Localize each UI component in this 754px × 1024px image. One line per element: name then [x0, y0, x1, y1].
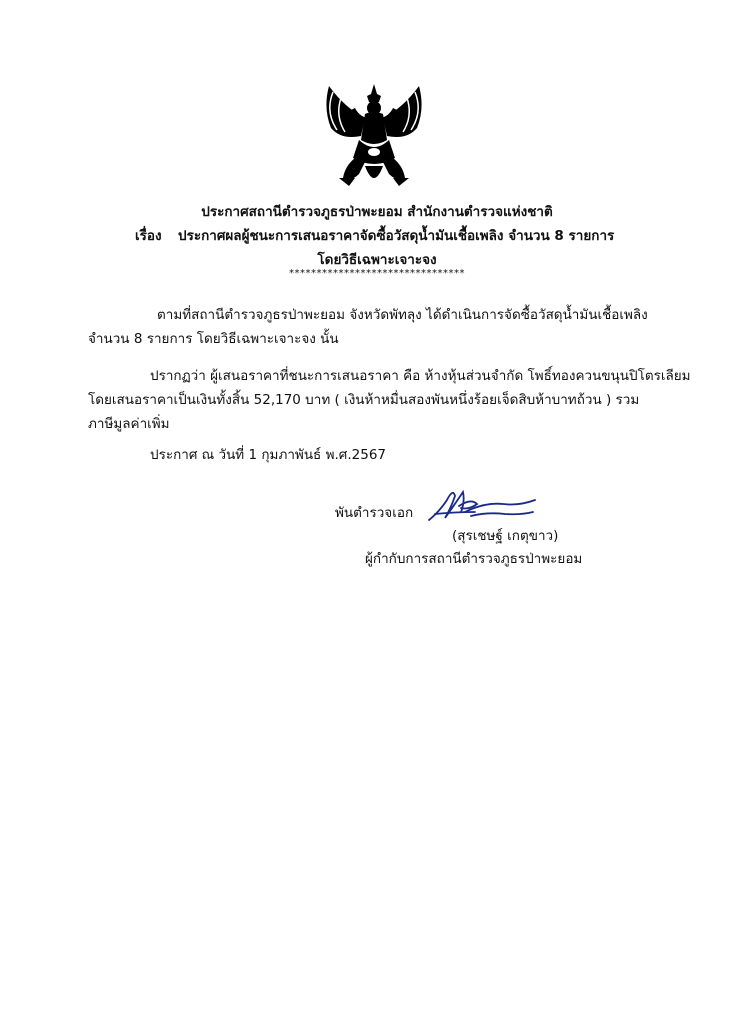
- subject-text: ประกาศผลผู้ชนะการเสนอราคาจัดซื้อวัสดุน้ำมันเชื้อเพลิง จำนวน 8 รายการ: [178, 228, 615, 244]
- signer-rank: พันตำรวจเอก: [335, 505, 414, 521]
- procurement-method: โดยวิธีเฉพาะเจาะจง: [317, 252, 437, 268]
- paragraph-1-line-1: ตามที่สถานีตำรวจภูธรป่าพะยอม จังหวัดพัทลุง ได้ดำเนินการจัดซื้อวัสดุน้ำมันเชื้อเพลิง: [157, 307, 648, 323]
- paragraph-2-line-1: ปรากฏว่า ผู้เสนอราคาที่ชนะการเสนอราคา คือ ห้างหุ้นส่วนจำกัด โพธิ์ทองควนขนุนปิโตรเลียม: [150, 368, 691, 384]
- paragraph-2-line-2: โดยเสนอราคาเป็นเงินทั้งสิ้น 52,170 บาท ( เงินห้าหมื่นสองพันหนึ่งร้อยเจ็ดสิบห้าบาทถ้วน ) รวม: [88, 392, 640, 408]
- header-title: ประกาศสถานีตำรวจภูธรป่าพะยอม สำนักงานตำรวจแห่งชาติ: [201, 204, 553, 220]
- garuda-emblem-icon: [315, 78, 433, 196]
- announcement-date: ประกาศ ณ วันที่ 1 กุมภาพันธ์ พ.ศ.2567: [150, 447, 386, 463]
- subject-label: เรื่อง: [135, 228, 162, 244]
- signer-position: ผู้กำกับการสถานีตำรวจภูธรป่าพะยอม: [365, 551, 583, 567]
- handwritten-signature: [425, 482, 540, 528]
- paragraph-2-line-3: ภาษีมูลค่าเพิ่ม: [88, 416, 170, 432]
- signer-name: (สุรเชษฐ์ เกตุขาว): [452, 528, 559, 544]
- paragraph-1-line-2: จำนวน 8 รายการ โดยวิธีเฉพาะเจาะจง นั้น: [88, 331, 339, 347]
- header-divider: ********************************: [289, 268, 465, 279]
